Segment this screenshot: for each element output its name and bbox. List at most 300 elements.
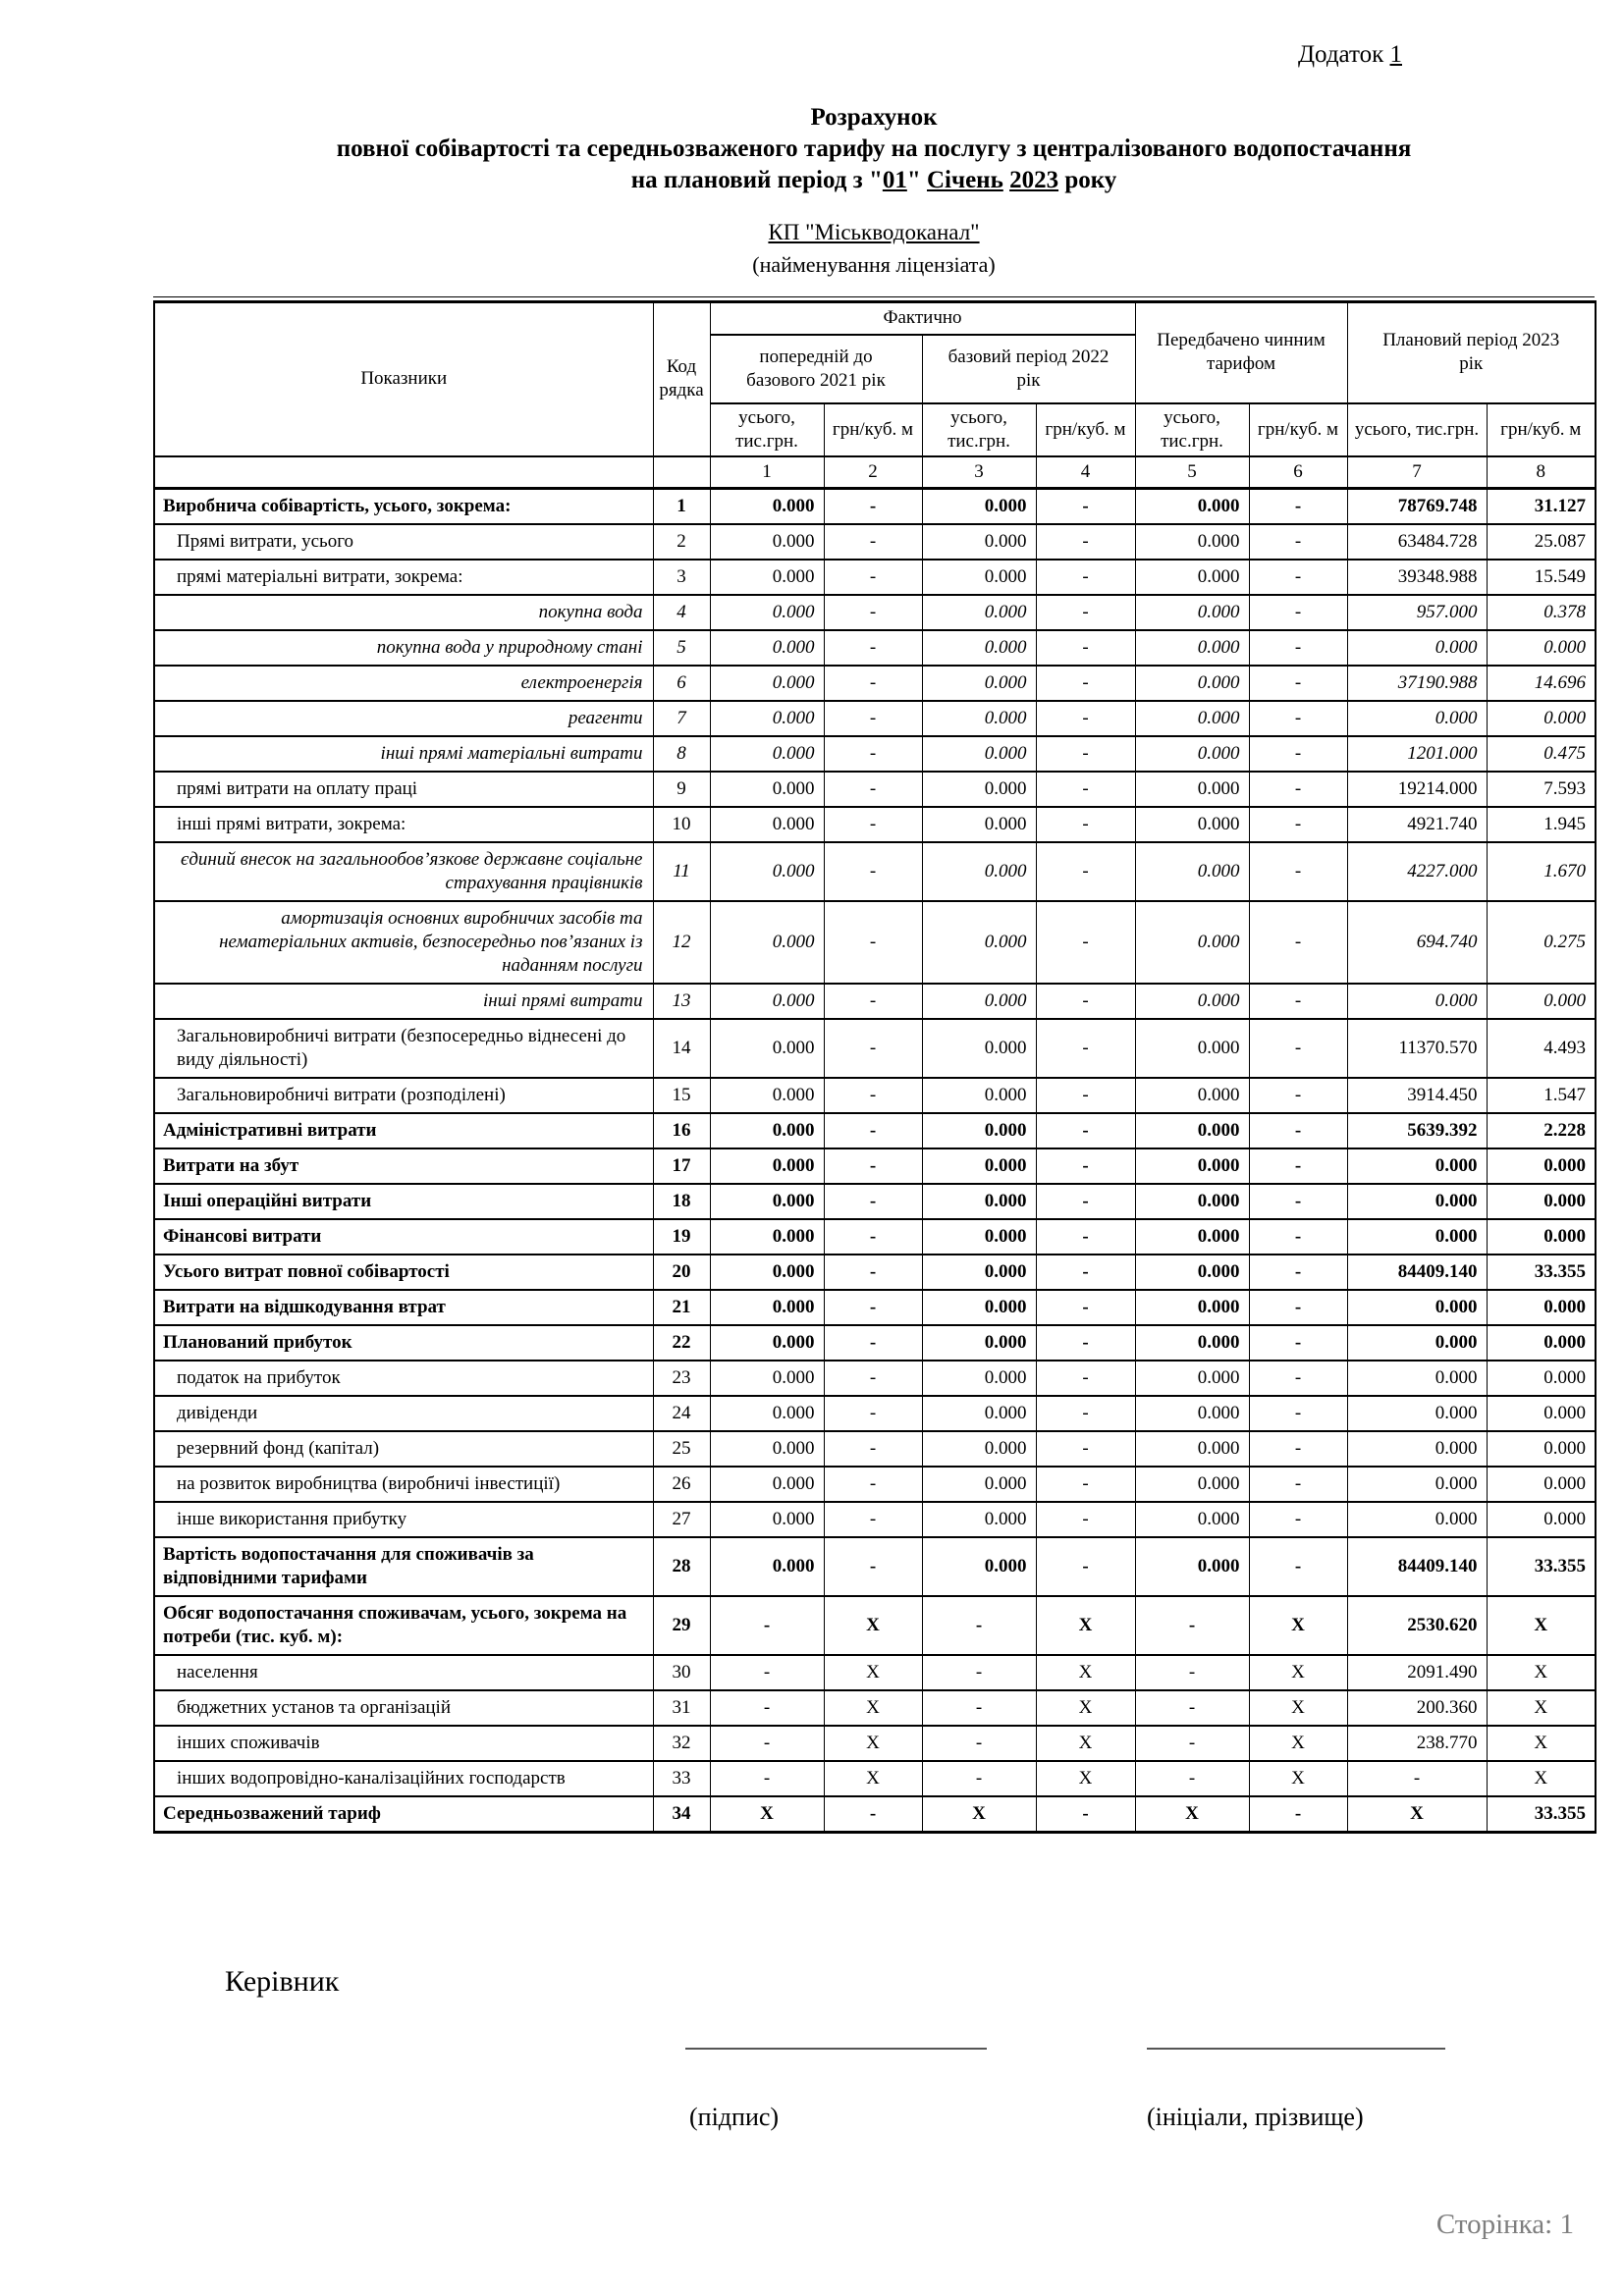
value-cell: - xyxy=(1036,1796,1135,1833)
row-label: прямі витрати на оплату праці xyxy=(154,772,653,807)
row-label: інших споживачів xyxy=(154,1726,653,1761)
row-label: єдиний внесок на загальнообов’язкове державне соціальне страхування працівників xyxy=(154,842,653,901)
row-label: Витрати на відшкодування втрат xyxy=(154,1290,653,1325)
value-cell: 0.000 xyxy=(1135,1148,1249,1184)
header-empty-cell xyxy=(154,456,653,489)
value-cell: 0.000 xyxy=(1347,984,1487,1019)
row-code: 8 xyxy=(653,736,710,772)
name-line xyxy=(1147,2048,1445,2050)
value-cell: 0.000 xyxy=(1347,1361,1487,1396)
value-cell: 31.127 xyxy=(1487,489,1596,525)
row-code: 14 xyxy=(653,1019,710,1078)
value-cell: - xyxy=(824,807,922,842)
table-row xyxy=(154,1219,1596,1255)
row-code: 27 xyxy=(653,1502,710,1537)
header-col-num: 6 xyxy=(1249,456,1347,489)
value-cell: - xyxy=(1036,489,1135,525)
value-cell: - xyxy=(1249,1255,1347,1290)
value-cell: 1.547 xyxy=(1487,1078,1596,1113)
tariff-table-wrap xyxy=(153,296,1595,1834)
value-cell: 0.000 xyxy=(710,1148,824,1184)
value-cell: X xyxy=(824,1726,922,1761)
value-cell: - xyxy=(1249,595,1347,630)
value-cell: 0.000 xyxy=(1487,630,1596,666)
title-line-3-suffix: року xyxy=(1058,167,1117,193)
value-cell: X xyxy=(710,1796,824,1833)
value-cell: 0.000 xyxy=(922,666,1036,701)
value-cell: 0.000 xyxy=(922,736,1036,772)
table-row xyxy=(154,1596,1596,1655)
row-label: покупна вода у природному стані xyxy=(154,630,653,666)
row-code: 34 xyxy=(653,1796,710,1833)
value-cell: 0.000 xyxy=(1135,630,1249,666)
value-cell: 957.000 xyxy=(1347,595,1487,630)
value-cell: - xyxy=(710,1690,824,1726)
value-cell: 0.000 xyxy=(1347,1325,1487,1361)
value-cell: - xyxy=(1036,1325,1135,1361)
row-code: 33 xyxy=(653,1761,710,1796)
value-cell: 0.000 xyxy=(1135,1113,1249,1148)
value-cell: 0.000 xyxy=(1135,901,1249,984)
header-col-num: 1 xyxy=(710,456,824,489)
value-cell: - xyxy=(1249,1290,1347,1325)
table-row xyxy=(154,1396,1596,1431)
row-label: Витрати на збут xyxy=(154,1148,653,1184)
row-label: покупна вода xyxy=(154,595,653,630)
value-cell: 0.000 xyxy=(1487,1467,1596,1502)
row-label: Загальновиробничі витрати (розподілені) xyxy=(154,1078,653,1113)
value-cell: - xyxy=(824,1325,922,1361)
row-code: 30 xyxy=(653,1655,710,1690)
value-cell: 0.000 xyxy=(1347,1148,1487,1184)
value-cell: 33.355 xyxy=(1487,1255,1596,1290)
value-cell: 694.740 xyxy=(1347,901,1487,984)
value-cell: 7.593 xyxy=(1487,772,1596,807)
value-cell: 0.000 xyxy=(710,1325,824,1361)
value-cell: 0.000 xyxy=(1135,1255,1249,1290)
value-cell: 0.000 xyxy=(710,560,824,595)
value-cell: - xyxy=(1249,666,1347,701)
table-row xyxy=(154,1184,1596,1219)
value-cell: X xyxy=(1487,1690,1596,1726)
value-cell: 0.000 xyxy=(1135,1019,1249,1078)
licensee-caption: (найменування ліцензіата) xyxy=(752,252,996,277)
value-cell: 0.000 xyxy=(922,1502,1036,1537)
value-cell: 0.000 xyxy=(710,772,824,807)
row-code: 25 xyxy=(653,1431,710,1467)
row-label: Усього витрат повної собівартості xyxy=(154,1255,653,1290)
value-cell: - xyxy=(922,1726,1036,1761)
value-cell: 0.000 xyxy=(1135,1502,1249,1537)
row-code: 21 xyxy=(653,1290,710,1325)
value-cell: - xyxy=(1249,489,1347,525)
value-cell: X xyxy=(824,1655,922,1690)
value-cell: - xyxy=(1249,1113,1347,1148)
tariff-table xyxy=(153,300,1597,1834)
value-cell: 0.000 xyxy=(710,984,824,1019)
row-code: 11 xyxy=(653,842,710,901)
value-cell: - xyxy=(1249,1502,1347,1537)
value-cell: 0.000 xyxy=(922,984,1036,1019)
value-cell: 39348.988 xyxy=(1347,560,1487,595)
value-cell: 0.000 xyxy=(1487,1325,1596,1361)
value-cell: - xyxy=(824,736,922,772)
table-row xyxy=(154,1431,1596,1467)
value-cell: - xyxy=(922,1690,1036,1726)
header-sub-total-3: усього, тис.грн. xyxy=(1135,403,1249,456)
value-cell: 0.000 xyxy=(710,595,824,630)
title-year: 2023 xyxy=(1009,167,1059,193)
signature-caption: (підпис) xyxy=(689,2103,780,2131)
value-cell: X xyxy=(1036,1761,1135,1796)
value-cell: 0.000 xyxy=(1135,560,1249,595)
row-label: інше використання прибутку xyxy=(154,1502,653,1537)
value-cell: 0.000 xyxy=(922,560,1036,595)
row-code: 10 xyxy=(653,807,710,842)
value-cell: 0.000 xyxy=(1135,807,1249,842)
value-cell: - xyxy=(1036,666,1135,701)
row-label: інші прямі витрати xyxy=(154,984,653,1019)
row-label: Адміністративні витрати xyxy=(154,1113,653,1148)
value-cell: 4227.000 xyxy=(1347,842,1487,901)
value-cell: - xyxy=(710,1655,824,1690)
value-cell: 0.000 xyxy=(1135,595,1249,630)
value-cell: - xyxy=(824,842,922,901)
value-cell: 0.000 xyxy=(1135,772,1249,807)
value-cell: 0.000 xyxy=(710,666,824,701)
value-cell: 2530.620 xyxy=(1347,1596,1487,1655)
row-label: дивіденди xyxy=(154,1396,653,1431)
row-label: Середньозважений тариф xyxy=(154,1796,653,1833)
value-cell: - xyxy=(1036,1255,1135,1290)
value-cell: - xyxy=(1036,1431,1135,1467)
value-cell: - xyxy=(824,1796,922,1833)
value-cell: 0.000 xyxy=(922,772,1036,807)
row-code: 32 xyxy=(653,1726,710,1761)
value-cell: - xyxy=(1249,736,1347,772)
value-cell: 0.000 xyxy=(922,1431,1036,1467)
row-label: населення xyxy=(154,1655,653,1690)
value-cell: 0.000 xyxy=(1135,736,1249,772)
value-cell: - xyxy=(824,524,922,560)
table-row xyxy=(154,1726,1596,1761)
value-cell: - xyxy=(1036,1148,1135,1184)
header-col-num: 8 xyxy=(1487,456,1596,489)
value-cell: - xyxy=(1135,1690,1249,1726)
value-cell: 37190.988 xyxy=(1347,666,1487,701)
value-cell: - xyxy=(824,1078,922,1113)
row-code: 15 xyxy=(653,1078,710,1113)
value-cell: 0.000 xyxy=(922,1219,1036,1255)
row-label: Інші операційні витрати xyxy=(154,1184,653,1219)
value-cell: - xyxy=(1249,1537,1347,1596)
row-label: амортизація основних виробничих засобів та нематеріальних активів, безпосередньо пов’язаних із наданням послуги xyxy=(154,901,653,984)
annex-number: 1 xyxy=(1389,41,1402,68)
value-cell: - xyxy=(1249,701,1347,736)
header-sub-unit-3: грн/куб. м xyxy=(1249,403,1347,456)
licensee-block xyxy=(124,220,1624,278)
header-col-num: 7 xyxy=(1347,456,1487,489)
table-row xyxy=(154,1361,1596,1396)
value-cell: - xyxy=(1249,560,1347,595)
value-cell: 0.000 xyxy=(710,736,824,772)
value-cell: 2091.490 xyxy=(1347,1655,1487,1690)
value-cell: 0.000 xyxy=(1135,666,1249,701)
value-cell: 33.355 xyxy=(1487,1796,1596,1833)
value-cell: - xyxy=(922,1596,1036,1655)
row-label: інші прямі витрати, зокрема: xyxy=(154,807,653,842)
value-cell: - xyxy=(1249,1431,1347,1467)
value-cell: 0.000 xyxy=(1347,1219,1487,1255)
row-code: 16 xyxy=(653,1113,710,1148)
header-sub-total-4: усього, тис.грн. xyxy=(1347,403,1487,456)
row-code: 22 xyxy=(653,1325,710,1361)
value-cell: 0.000 xyxy=(710,1361,824,1396)
value-cell: 0.000 xyxy=(922,1184,1036,1219)
document-title xyxy=(124,102,1624,196)
table-row xyxy=(154,1078,1596,1113)
header-faktychno: Фактично xyxy=(710,302,1135,335)
value-cell: 0.000 xyxy=(1487,701,1596,736)
value-cell: 0.275 xyxy=(1487,901,1596,984)
row-code: 23 xyxy=(653,1361,710,1396)
value-cell: X xyxy=(1036,1655,1135,1690)
value-cell: 0.000 xyxy=(1135,1537,1249,1596)
value-cell: - xyxy=(1135,1655,1249,1690)
row-label: прямі матеріальні витрати, зокрема: xyxy=(154,560,653,595)
value-cell: X xyxy=(1036,1690,1135,1726)
value-cell: 15.549 xyxy=(1487,560,1596,595)
table-row xyxy=(154,560,1596,595)
value-cell: 2.228 xyxy=(1487,1113,1596,1148)
value-cell: - xyxy=(1249,984,1347,1019)
value-cell: X xyxy=(1036,1596,1135,1655)
value-cell: - xyxy=(1249,1019,1347,1078)
value-cell: X xyxy=(1249,1726,1347,1761)
value-cell: 0.000 xyxy=(922,807,1036,842)
value-cell: 0.000 xyxy=(1347,1396,1487,1431)
value-cell: 11370.570 xyxy=(1347,1019,1487,1078)
value-cell: 3914.450 xyxy=(1347,1078,1487,1113)
value-cell: - xyxy=(1036,1396,1135,1431)
value-cell: 0.000 xyxy=(710,1431,824,1467)
header-col-num: 3 xyxy=(922,456,1036,489)
value-cell: 0.000 xyxy=(710,1467,824,1502)
table-row xyxy=(154,595,1596,630)
value-cell: 0.000 xyxy=(1487,984,1596,1019)
value-cell: 238.770 xyxy=(1347,1726,1487,1761)
value-cell: 0.475 xyxy=(1487,736,1596,772)
licensee-name: КП "Міськводоканал" xyxy=(768,220,980,244)
header-base-year: базовий період 2022 рік xyxy=(922,335,1135,403)
value-cell: 1201.000 xyxy=(1347,736,1487,772)
value-cell: X xyxy=(1487,1761,1596,1796)
header-kod-riadka: Код рядка xyxy=(653,302,710,456)
value-cell: - xyxy=(824,1537,922,1596)
value-cell: - xyxy=(1249,807,1347,842)
value-cell: 0.000 xyxy=(1347,1431,1487,1467)
title-line-2: повної собівартості та середньозваженого тарифу на послугу з централізованого водопостачання xyxy=(336,135,1412,162)
value-cell: 0.000 xyxy=(922,1019,1036,1078)
value-cell: 0.000 xyxy=(1135,1325,1249,1361)
value-cell: - xyxy=(1036,772,1135,807)
value-cell: 0.000 xyxy=(710,1219,824,1255)
value-cell: 0.000 xyxy=(1347,1502,1487,1537)
value-cell: X xyxy=(1487,1596,1596,1655)
value-cell: - xyxy=(824,560,922,595)
row-label: Фінансові витрати xyxy=(154,1219,653,1255)
value-cell: 0.000 xyxy=(710,1078,824,1113)
value-cell: - xyxy=(824,1431,922,1467)
value-cell: - xyxy=(1135,1596,1249,1655)
value-cell: 0.000 xyxy=(1135,1467,1249,1502)
value-cell: 4921.740 xyxy=(1347,807,1487,842)
value-cell: 0.000 xyxy=(922,1325,1036,1361)
row-label: електроенергія xyxy=(154,666,653,701)
value-cell: - xyxy=(1036,524,1135,560)
header-current-tariff: Передбачено чинним тарифом xyxy=(1135,302,1347,403)
value-cell: 0.000 xyxy=(1135,984,1249,1019)
value-cell: 0.000 xyxy=(710,1290,824,1325)
value-cell: 0.000 xyxy=(922,1078,1036,1113)
value-cell: - xyxy=(1249,772,1347,807)
annex-label xyxy=(1298,41,1402,69)
value-cell: - xyxy=(824,666,922,701)
table-row xyxy=(154,701,1596,736)
value-cell: 19214.000 xyxy=(1347,772,1487,807)
header-col-num: 5 xyxy=(1135,456,1249,489)
table-row xyxy=(154,901,1596,984)
header-pokaznyky: Показники xyxy=(154,302,653,456)
value-cell: - xyxy=(1249,524,1347,560)
value-cell: - xyxy=(1249,1325,1347,1361)
value-cell: 0.000 xyxy=(1487,1290,1596,1325)
header-plan-period: Плановий період 2023 рік xyxy=(1347,302,1596,403)
value-cell: - xyxy=(1036,1219,1135,1255)
row-label: Загальновиробничі витрати (безпосередньо віднесені до виду діяльності) xyxy=(154,1019,653,1078)
value-cell: 84409.140 xyxy=(1347,1537,1487,1596)
table-row xyxy=(154,772,1596,807)
table-row xyxy=(154,1019,1596,1078)
signature-block xyxy=(0,1965,1624,2201)
signer-role-label: Керівник xyxy=(225,1965,340,1998)
value-cell: 200.360 xyxy=(1347,1690,1487,1726)
value-cell: 0.000 xyxy=(1487,1396,1596,1431)
table-row xyxy=(154,1467,1596,1502)
value-cell: - xyxy=(1036,1361,1135,1396)
value-cell: X xyxy=(824,1596,922,1655)
value-cell: 0.000 xyxy=(710,701,824,736)
signature-line xyxy=(685,2048,987,2050)
value-cell: 0.000 xyxy=(1135,1219,1249,1255)
value-cell: - xyxy=(922,1655,1036,1690)
value-cell: 0.000 xyxy=(1135,1431,1249,1467)
header-empty-cell xyxy=(653,456,710,489)
value-cell: 0.000 xyxy=(1135,489,1249,525)
value-cell: - xyxy=(922,1761,1036,1796)
value-cell: 0.000 xyxy=(1487,1148,1596,1184)
value-cell: 0.000 xyxy=(710,1019,824,1078)
value-cell: 0.000 xyxy=(1347,1467,1487,1502)
value-cell: - xyxy=(824,1290,922,1325)
value-cell: - xyxy=(1249,1148,1347,1184)
page-number: Сторінка: 1 xyxy=(1435,2209,1574,2240)
value-cell: - xyxy=(1249,1361,1347,1396)
header-sub-total-1: усього, тис.грн. xyxy=(710,403,824,456)
value-cell: 0.000 xyxy=(922,1148,1036,1184)
value-cell: 0.000 xyxy=(710,1255,824,1290)
row-label: інших водопровідно-каналізаційних господарств xyxy=(154,1761,653,1796)
value-cell: 5639.392 xyxy=(1347,1113,1487,1148)
value-cell: - xyxy=(1249,630,1347,666)
row-code: 5 xyxy=(653,630,710,666)
title-line-1: Розрахунок xyxy=(810,104,938,131)
table-row xyxy=(154,1148,1596,1184)
value-cell: - xyxy=(824,630,922,666)
row-code: 3 xyxy=(653,560,710,595)
value-cell: 84409.140 xyxy=(1347,1255,1487,1290)
value-cell: - xyxy=(1036,595,1135,630)
value-cell: 63484.728 xyxy=(1347,524,1487,560)
value-cell: 0.000 xyxy=(710,1537,824,1596)
value-cell: 4.493 xyxy=(1487,1019,1596,1078)
value-cell: 0.000 xyxy=(1487,1502,1596,1537)
row-code: 20 xyxy=(653,1255,710,1290)
table-row xyxy=(154,1796,1596,1833)
value-cell: 0.000 xyxy=(710,524,824,560)
value-cell: 0.000 xyxy=(1135,524,1249,560)
table-row xyxy=(154,1690,1596,1726)
value-cell: - xyxy=(710,1596,824,1655)
value-cell: 0.000 xyxy=(1347,701,1487,736)
value-cell: 0.000 xyxy=(922,630,1036,666)
value-cell: - xyxy=(824,489,922,525)
value-cell: 0.000 xyxy=(710,1502,824,1537)
value-cell: X xyxy=(1249,1761,1347,1796)
value-cell: X xyxy=(824,1690,922,1726)
row-label: Планований прибуток xyxy=(154,1325,653,1361)
value-cell: 78769.748 xyxy=(1347,489,1487,525)
row-label: на розвиток виробництва (виробничі інвестиції) xyxy=(154,1467,653,1502)
table-body xyxy=(154,489,1596,1833)
table-row xyxy=(154,1537,1596,1596)
table-row xyxy=(154,630,1596,666)
value-cell: - xyxy=(1036,560,1135,595)
table-row xyxy=(154,524,1596,560)
header-col-num: 2 xyxy=(824,456,922,489)
value-cell: 0.000 xyxy=(922,701,1036,736)
row-label: Прямі витрати, усього xyxy=(154,524,653,560)
table-row xyxy=(154,807,1596,842)
value-cell: X xyxy=(1487,1655,1596,1690)
value-cell: 0.000 xyxy=(1347,1184,1487,1219)
row-code: 17 xyxy=(653,1148,710,1184)
header-col-num: 4 xyxy=(1036,456,1135,489)
header-prev-year: попередній до базового 2021 рік xyxy=(710,335,922,403)
table-row xyxy=(154,666,1596,701)
row-code: 31 xyxy=(653,1690,710,1726)
value-cell: - xyxy=(1036,630,1135,666)
value-cell: 33.355 xyxy=(1487,1537,1596,1596)
value-cell: X xyxy=(1487,1726,1596,1761)
value-cell: - xyxy=(824,1361,922,1396)
value-cell: 0.000 xyxy=(1347,630,1487,666)
row-label: Виробнича собівартість, усього, зокрема: xyxy=(154,489,653,525)
value-cell: X xyxy=(824,1761,922,1796)
table-row xyxy=(154,489,1596,525)
value-cell: X xyxy=(1135,1796,1249,1833)
value-cell: 0.000 xyxy=(710,842,824,901)
